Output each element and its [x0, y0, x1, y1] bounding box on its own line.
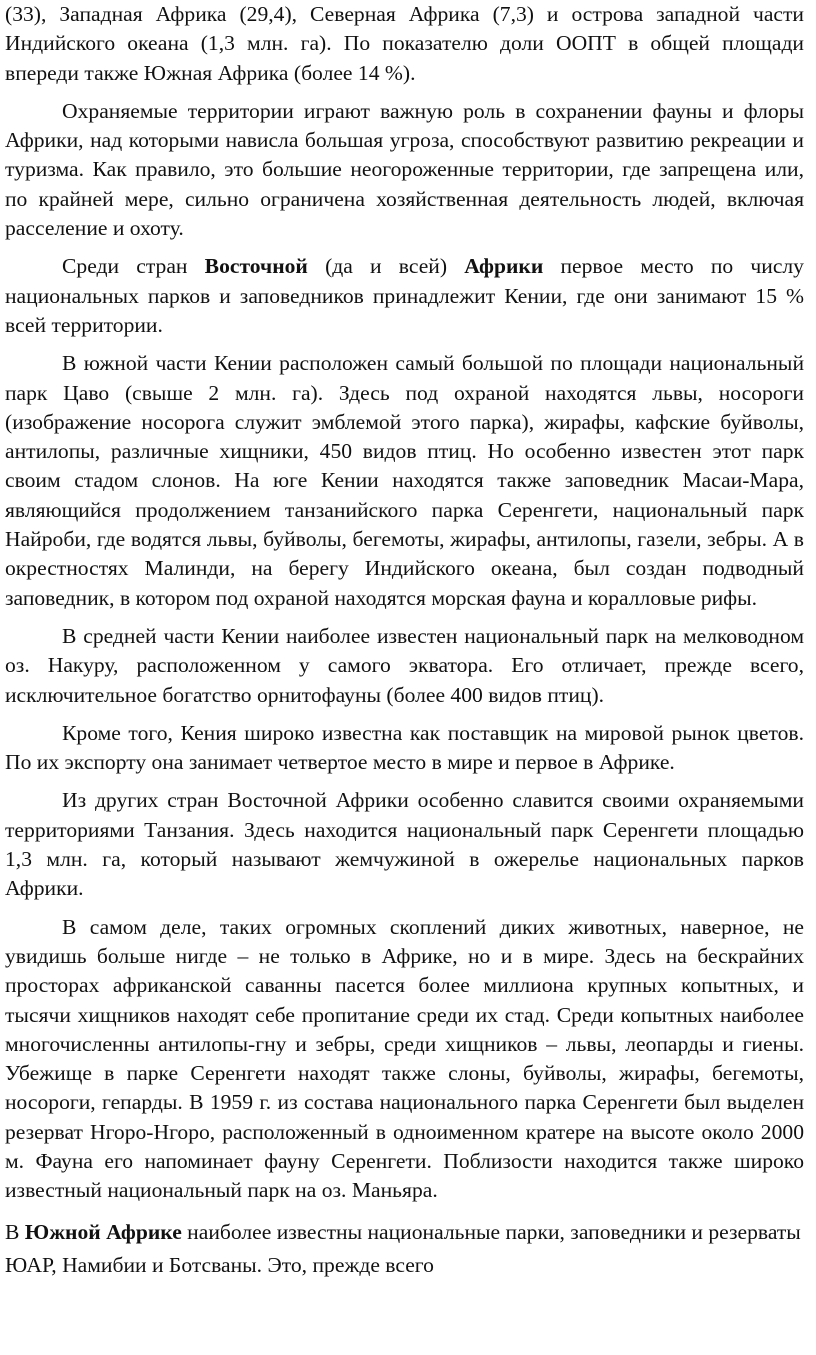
text-fragment: В [5, 1219, 25, 1244]
text-fragment: Среди стран [62, 254, 205, 279]
paragraph-east-africa-kenya [5, 252, 804, 340]
paragraph-tsavo-park: В южной части Кении расположен самый большой по площади национальный парк Цаво (свыше 2 млн. га). Здесь под охраной находятся львы, носороги (изображение носорога служит эмблемой этого парка), жирафы, кафские буйволы, антилопы, различные хищники, 450 видов птиц. Но особенно известен этот парк своим стадом слонов. На юге Кении находятся также заповедник Масаи-Мара, являющийся продолжением танзанийского парка Серенгети, национальный парк Найроби, где водятся львы, буйволы, бегемоты, жирафы, антилопы, газели, зебры. А в окрестностях Малинди, на берегу Индийского океана, был создан подводный заповедник, в котором под охраной находятся морская фауна и коралловые рифы. [5, 351, 804, 610]
text-fragment: наиболее известны национальные парки, заповедники и резерваты ЮАР, Намибии и Ботсваны. Это, прежде всего [5, 1219, 801, 1277]
bold-term-eastern: Восточной [204, 254, 308, 279]
paragraph-serengeti-wildlife: В самом деле, таких огромных скоплений диких животных, наверное, не увидишь больше нигде – не только в Африке, но и в мире. Здесь на бескрайних просторах африканской саванны пасется более миллиона крупных копытных, и тысячи хищников находят себе пропитание среди их стад. Среди копытных наиболее многочисленны антилопы-гну и зебры, среди хищников – львы, леопарды и гиены. Убежище в парке Серенгети находят также слоны, буйволы, жирафы, бегемоты, носороги, гепарды. В 1959 г. из состава национального парка Серенгети был выделен резерват Нгоро-Нгоро, расположенный в одноименном кратере на высоте около 2000 м. Фауна его напоминает фауну Серенгети. Поблизости находится также широко известный национальный парк на оз. Маньяра. [5, 914, 804, 1203]
paragraph-nakuru-park: В средней части Кении наиболее известен национальный парк на мелководном оз. Накуру, расположенном у самого экватора. Его отличает, прежде всего, исключительное богатство орнитофауны (более 400 видов птиц). [5, 623, 804, 707]
paragraph-oopt-regions: (33), Западная Африка (29,4), Северная Африка (7,3) и острова западной части Индийского океана (1,3 млн. га). По показателю доли ООПТ в общей площади впереди также Южная Африка (более 14 %). [5, 2, 804, 85]
bold-term-south-africa: Южной Африке [24, 1219, 182, 1244]
paragraph-kenya-flowers: Кроме того, Кения широко известна как поставщик на мировой рынок цветов. По их экспорту она занимает четвертое место в мире и первое в Африке. [5, 720, 804, 775]
paragraph-south-africa [5, 1216, 804, 1282]
paragraph-tanzania-serengeti: Из других стран Восточной Африки особенно славится своими охраняемыми территориями Танзания. Здесь находится национальный парк Серенгети площадью 1,3 млн. га, который называют жемчужиной в ожерелье национальных парков Африки. [5, 788, 804, 901]
paragraph-protected-areas-role: Охраняемые территории играют важную роль в сохранении фауны и флоры Африки, над которыми нависла большая угроза, способствуют развитию рекреации и туризма. Как правило, это большие неогороженные территории, где запрещена или, по крайней мере, сильно ограничена хозяйственная деятельность людей, включая расселение и охоту. [5, 98, 804, 241]
text-fragment: (да и всей) [307, 254, 465, 279]
bold-term-africa: Африки [464, 254, 544, 279]
text-fragment: первое место по числу национальных парков и заповедников принадлежит Кении, где они занимают 15 % всей территории. [5, 254, 804, 337]
